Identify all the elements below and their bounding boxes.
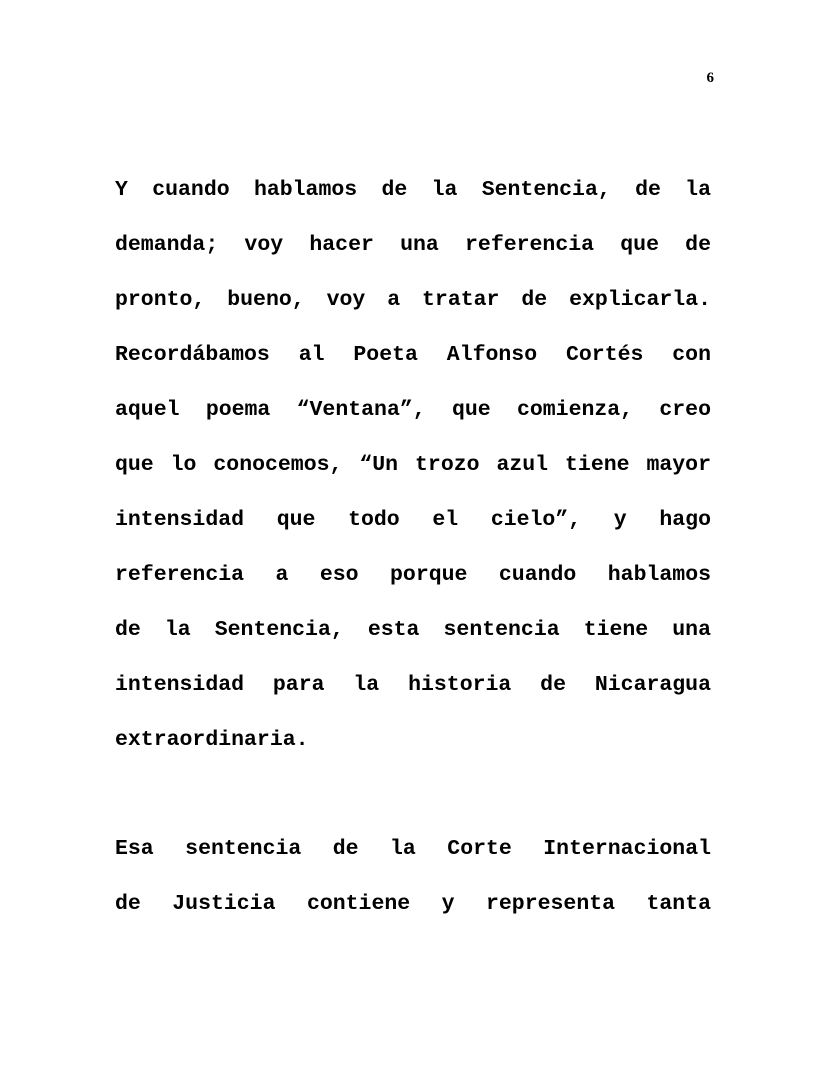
text-line: intensidad que todo el cielo”, y hago xyxy=(115,508,711,532)
text-line: Recordábamos al Poeta Alfonso Cortés con xyxy=(115,343,711,367)
paragraph-1 xyxy=(115,163,711,768)
text-line: de la Sentencia, esta sentencia tiene una xyxy=(115,618,711,642)
text-line: Esa sentencia de la Corte Internacional xyxy=(115,837,711,861)
paragraph-2 xyxy=(115,822,711,932)
text-line: de Justicia contiene y representa tanta xyxy=(115,892,711,916)
text-line: referencia a eso porque cuando hablamos xyxy=(115,563,711,587)
text-line: pronto, bueno, voy a tratar de explicarla. xyxy=(115,288,711,312)
text-line: Y cuando hablamos de la Sentencia, de la xyxy=(115,178,711,202)
page-number: 6 xyxy=(706,70,714,86)
text-line: extraordinaria. xyxy=(115,728,309,752)
text-line: demanda; voy hacer una referencia que de xyxy=(115,233,711,257)
text-line: que lo conocemos, “Un trozo azul tiene mayor xyxy=(115,453,711,477)
text-line: aquel poema “Ventana”, que comienza, creo xyxy=(115,398,711,422)
text-line: intensidad para la historia de Nicaragua xyxy=(115,673,711,697)
